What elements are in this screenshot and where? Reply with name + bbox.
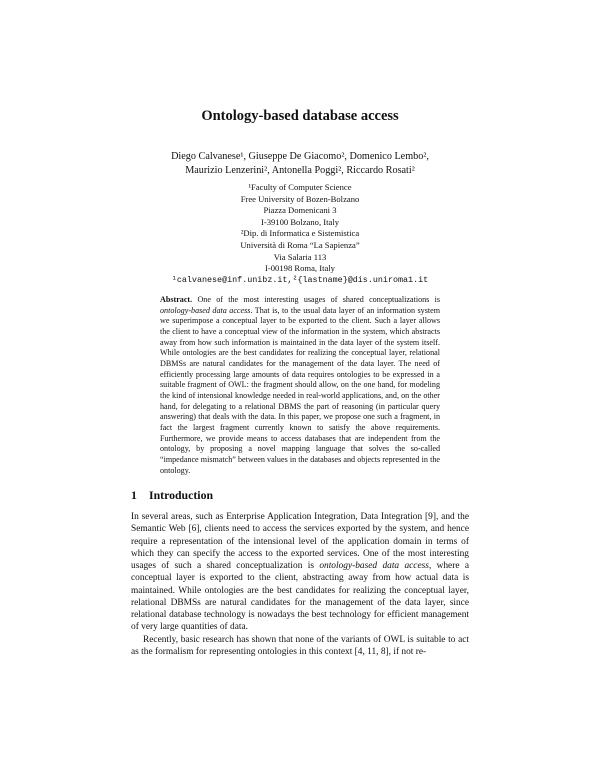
abstract <box>160 295 440 476</box>
section-body <box>131 511 469 658</box>
paragraph: In several areas, such as Enterprise Application Integration, Data Integration [9], and the Semantic Web [6], clients need to access the services exported by the system, and hence require a representation of the intensional level of the application domain in terms of which they can specify the access to the exported services. One of the most interesting usages of such a shared conceptualization is ontology-based data access, where a conceptual layer is exported to the client, abstracting away from how actual data is maintained. While ontologies are the best candidates for realizing the conceptual layer, relational DBMSs are natural candidates for the management of the data layer, since relational database technology is nowadays the best technology for efficient management of very large quantities of data. <box>131 512 469 633</box>
paragraph: Recently, basic research has shown that none of the variants of OWL is suitable to act as the formalism for representing ontologies in this context [4, 11, 8], if not re- <box>131 634 469 657</box>
section-number: 1 <box>131 488 137 502</box>
author-line-1: Diego Calvanese¹, Giuseppe De Giacomo², Domenico Lembo², <box>171 151 429 162</box>
author-line-2: Maurizio Lenzerini², Antonella Poggi², Riccardo Rosati² <box>185 164 415 176</box>
section-title: Introduction <box>149 488 214 502</box>
section-heading <box>131 488 213 503</box>
affiliation-line: I-39100 Bolzano, Italy <box>260 216 340 227</box>
affiliation-line: Piazza Domenicani 3 <box>263 205 337 216</box>
affiliation-line: I-00198 Roma, Italy <box>265 263 335 274</box>
author-emails: ¹calvanese@inf.unibz.it,²{lastname}@dis.uniroma1.it <box>171 274 429 285</box>
affiliation-line: Università di Roma “La Sapienza” <box>240 239 360 250</box>
author-list <box>0 150 600 177</box>
affiliation-line: Via Salaria 113 <box>273 251 327 262</box>
affiliation-line: ¹Faculty of Computer Science <box>248 182 352 192</box>
affiliation-line: Free University of Bozen-Bolzano <box>240 193 360 204</box>
abstract-label: Abstract. <box>160 295 193 304</box>
affiliation-line: ²Dip. di Informatica e Sistemistica <box>240 228 360 239</box>
affiliations <box>0 182 600 286</box>
abstract-text: One of the most interesting usages of shared conceptualizations is ontology-based data access. That is, to the usual data layer of an information system we superimpose a conceptual layer to be exported to the client. Such a layer allows the client to have a conceptual view of the information in the system, which abstracts away from how such information is maintained in the data layer of the system itself. While ontologies are the best candidates for realizing the conceptual layer, relational DBMSs are natural candidates for the management of the data layer. The need of efficiently processing large amounts of data requires ontologies to be expressed in a suitable fragment of OWL: the fragment should allow, on the one hand, for modeling the kind of intensional knowledge needed in real-world applications, and, on the other hand, for delegating to a relational DBMS the part of reasoning (in particular query answering) that deals with the data. In this paper, we propose one such a fragment, in fact the largest fragment currently known to satisfy the above requirements. Furthermore, we provide means to access databases that are independent from the ontology, by proposing a novel mapping language that solves the so-called “impedance mismatch” between values in the databases and objects represented in the ontology. <box>160 295 441 475</box>
paper-title: Ontology-based database access <box>201 108 399 124</box>
